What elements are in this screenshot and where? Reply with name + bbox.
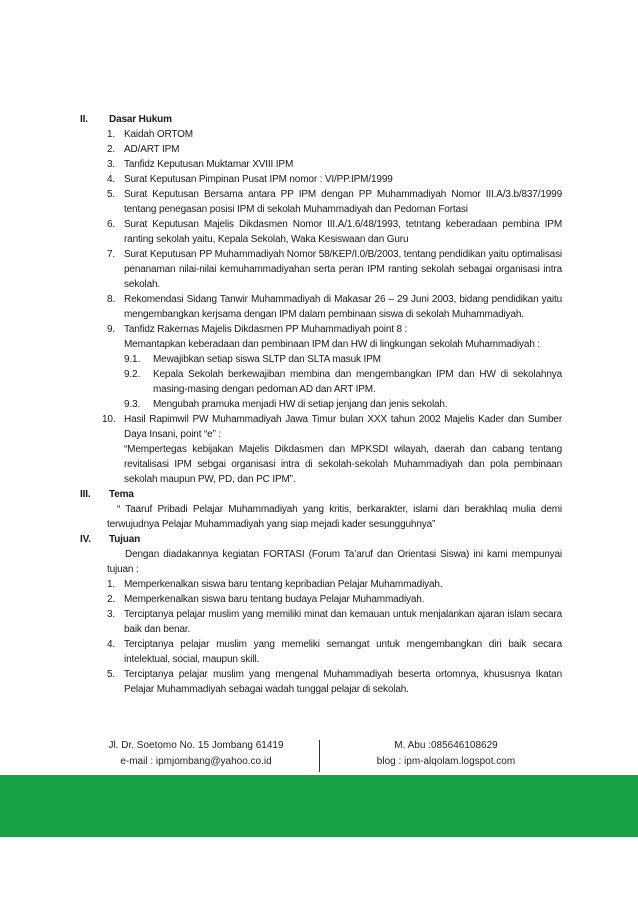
- list-item: [0, 247, 638, 292]
- list-item-text: Surat Keputusan PP Muhammadiyah Nomor 58/KEP/I.0/B/2003, tentang pendidikan yaitu optimalisasi penanaman nilai-nilai kemuhammadiyahan serta peran IPM ranting sekolah sebagai organisasi intra sekolah.: [124, 249, 562, 290]
- section-tujuan: [0, 532, 638, 697]
- list-item-text: Rekomendasi Sidang Tanwir Muhammadiyah di Makasar 26 – 29 Juni 2003, bidang pendidikan yaitu mengembangkan kerjsama dengan IPM dalam pembinaan siswa di sekolah Muhammadiyah.: [124, 294, 562, 320]
- list-item-number: 10.: [102, 414, 116, 425]
- list-item-text: Terciptanya pelajar muslim yang mengenal Muhammadiyah beserta ortomnya, khususnya Ikatan Pelajar Muhammadiyah sebagai wadah tunggal pelajar di sekolah.: [124, 669, 562, 695]
- tema-text: “ Taaruf Pribadi Pelajar Muhammadiyah yang kritis, berkarakter, islami dan berakhlaq mulia demi terwujudnya Pelajar Muhammadiyah yang siap mejadi kader sesungguhnya”: [107, 504, 562, 530]
- sub-list-item: [0, 367, 638, 397]
- list-item-number: 6.: [107, 219, 116, 230]
- list-item-number: 8.: [107, 294, 116, 305]
- footer-blog: blog : ipm-alqolam.logspot.com: [376, 756, 516, 767]
- list-item-text: Tanfidz Rakernas Majelis Dikdasmen PP Muhammadiyah point 8 :: [124, 324, 408, 335]
- section-tema: [0, 487, 638, 532]
- list-item-text: AD/ART IPM: [124, 144, 180, 155]
- list-item-number: 4.: [107, 174, 116, 185]
- section-heading: [0, 112, 638, 127]
- footer-phone: M. Abu :085646108629: [394, 740, 498, 751]
- list-item-text: Memperkenalkan siswa baru tentang kepribadian Pelajar Muhammadiyah.: [124, 579, 443, 590]
- list-item: [0, 127, 638, 142]
- footer-email: e-mail : ipmjombang@yahoo.co.id: [120, 756, 272, 767]
- section-dasar-hukum: [0, 112, 638, 487]
- list-item: [0, 667, 638, 697]
- list-item-text: Surat Keputusan Pimpinan Pusat IPM nomor : VI/PP.IPM/1999: [124, 174, 393, 185]
- list-item-text: Memperkenalkan siswa baru tentang budaya Pelajar Muhammadiyah.: [124, 594, 425, 605]
- footer-divider: [319, 740, 320, 772]
- list-item: [0, 292, 638, 322]
- list-item-text: Tanfidz Keputusan Muktamar XVIII IPM: [124, 159, 294, 170]
- item-9-subtext: Memantapkan keberadaan dan pembinaan IPM dan HW di lingkungan sekolah Muhammadiyah :: [124, 339, 540, 350]
- list-item: [0, 607, 638, 637]
- list-item: [0, 637, 638, 667]
- section-number: III.: [80, 489, 91, 500]
- list-item: [0, 592, 638, 607]
- section-heading: [0, 532, 638, 547]
- footer-green-band: [0, 775, 638, 837]
- section-heading: [0, 487, 638, 502]
- list-item: [0, 157, 638, 172]
- list-item-9: [0, 322, 638, 337]
- list-item-text: Kaidah ORTOM: [124, 129, 193, 140]
- sub-list-item-text: Kepala Sekolah berkewajiban membina dan mengembangkan IPM dan HW di sekolahnya masing-masing dengan pedoman AD dan ART IPM.: [153, 369, 562, 395]
- sub-list-item-number: 9.3.: [124, 399, 141, 410]
- list-item: [0, 172, 638, 187]
- list-item-number: 5.: [107, 669, 116, 680]
- list-item-text: Terciptanya pelajar muslim yang memiliki minat dan kemauan untuk menjalankan ajaran islam secara baik dan benar.: [124, 609, 562, 635]
- section-title: Tema: [109, 489, 134, 500]
- list-item-number: 1.: [107, 129, 116, 140]
- tujuan-intro: Dengan diadakannya kegiatan FORTASI (Forum Ta’aruf dan Orientasi Siswa) ini kami mempunyai tujuan :: [107, 549, 562, 575]
- section-title: Dasar Hukum: [109, 114, 172, 125]
- document-body: [0, 112, 638, 697]
- list-item-number: 2.: [107, 594, 116, 605]
- item-9-sublist: [0, 352, 638, 412]
- footer-contact-left: [80, 738, 312, 770]
- list-item-number: 5.: [107, 189, 116, 200]
- sub-list-item-text: Mengubah pramuka menjadi HW di setiap jenjang dan jenis sekolah.: [153, 399, 448, 410]
- section-number: IV.: [80, 534, 91, 545]
- sub-list-item-text: Mewajibkan setiap siswa SLTP dan SLTA masuk IPM: [153, 354, 381, 365]
- list-item: [0, 142, 638, 157]
- tujuan-list: [0, 577, 638, 697]
- footer-address: Jl. Dr. Soetomo No. 15 Jombang 61419: [108, 740, 284, 751]
- list-item-number: 1.: [107, 579, 116, 590]
- section-number: II.: [80, 114, 88, 125]
- list-item-number: 7.: [107, 249, 116, 260]
- list-item-text: Hasil Rapimwil PW Muhammadiyah Jawa Timur bulan XXX tahun 2002 Majelis Kader dan Sumber Daya Insani, point “e” :: [124, 414, 562, 440]
- list-item-text: Surat Keputusan Majelis Dikdasmen Nomor III.A/1.6/48/1993, tetntang keberadaan pembina IPM ranting sekolah yaitu, Kepala Sekolah, Waka Kesiswaan dan Guru: [124, 219, 562, 245]
- sub-list-item: [0, 352, 638, 367]
- list-item: [0, 217, 638, 247]
- sub-list-item-number: 9.2.: [124, 369, 141, 380]
- sub-list-item: [0, 397, 638, 412]
- list-item-text: Surat Keputusan Bersama antara PP IPM dengan PP Muhammadiyah Nomor III.A/3.b/837/1999 tentang penegasan posisi IPM di sekolah Muhammadiyah dan Pedoman Fortasi: [124, 189, 562, 215]
- list-item-text: Terciptanya pelajar muslim yang memeliki semangat untuk mengembangkan diri baik secara intelektual, social, maupun skill.: [124, 639, 562, 665]
- list-item-10: [0, 412, 638, 442]
- item-10-quote: “Mempertegas kebijakan Majelis Dikdasmen dan MPKSDI wilayah, daerah dan cabang tentang revitalisasi IPM sebgai organisasi intra di sekolah-sekolah Muhammadiyah dan pola pembinaan sekolah maupun PW, PD, dan PC IPM”.: [124, 444, 562, 485]
- list-item-number: 3.: [107, 159, 116, 170]
- dasar-hukum-list: [0, 127, 638, 322]
- footer-contact-right: [330, 738, 562, 770]
- list-item-number: 9.: [107, 324, 116, 335]
- sub-list-item-number: 9.1.: [124, 354, 141, 365]
- page-footer: [80, 738, 562, 774]
- list-item: [0, 577, 638, 592]
- list-item-number: 3.: [107, 609, 116, 620]
- list-item-number: 2.: [107, 144, 116, 155]
- list-item-number: 4.: [107, 639, 116, 650]
- section-title: Tujuan: [109, 534, 141, 545]
- list-item: [0, 187, 638, 217]
